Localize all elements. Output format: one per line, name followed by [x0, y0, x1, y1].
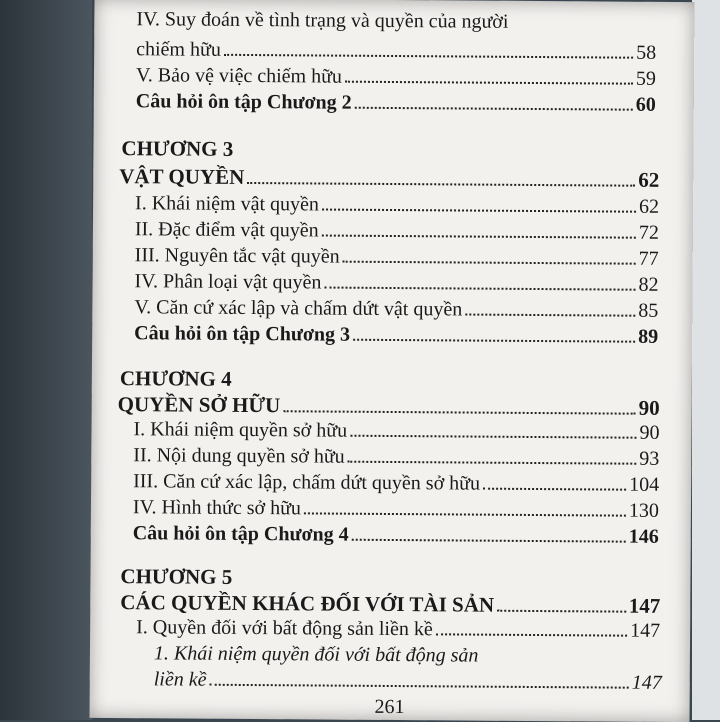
dot-leader — [352, 538, 626, 543]
dot-leader — [247, 181, 635, 187]
dot-leader — [343, 260, 636, 265]
dot-leader — [483, 487, 626, 491]
dot-leader — [322, 234, 636, 239]
chapter3-title: VẬT QUYỀN 62 — [119, 164, 660, 192]
dot-leader — [355, 106, 633, 111]
dot-leader — [324, 286, 635, 291]
toc-entry-ch4-4: IV. Hình thức sở hữu 130 — [132, 496, 660, 522]
chapter4-label: CHƯƠNG 4 — [119, 366, 232, 391]
dot-leader — [209, 683, 628, 689]
toc-entry-ch3-5: V. Căn cứ xác lập và chấm dứt vật quyền 85 — [134, 296, 659, 322]
dot-leader — [224, 53, 633, 59]
dot-leader — [497, 609, 626, 613]
chapter5-title: CÁC QUYỀN KHÁC ĐỐI VỚI TÀI SẢN 147 — [120, 590, 661, 618]
chapter5-label: CHƯƠNG 5 — [120, 564, 233, 589]
dot-leader — [350, 434, 636, 439]
toc-entry-review-3: Câu hỏi ôn tập Chương 3 89 — [134, 322, 659, 348]
toc-entry-ch3-3: III. Nguyên tắc vật quyền 77 — [134, 244, 659, 270]
dot-leader — [348, 460, 637, 465]
dot-leader — [304, 511, 626, 516]
toc-entry-suy-doan-line1: IV. Suy đoán về tình trạng và quyền của người — [136, 8, 509, 33]
toc-entry-ch3-1: I. Khái niệm vật quyền 62 — [135, 192, 660, 218]
toc-entry-bao-ve: V. Bảo vệ việc chiếm hữu 59 — [135, 64, 657, 90]
toc-subentry-ch5-line2: liền kề 147 — [153, 668, 662, 694]
toc-entry-ch5-1: I. Quyền đối với bất động sản liền kề 147 — [136, 616, 661, 642]
toc-subentry-ch5-line1: 1. Khái niệm quyền đối với bất động sản — [153, 642, 479, 667]
dot-leader — [345, 80, 633, 85]
toc-entry-review-4: Câu hỏi ôn tập Chương 4 146 — [132, 522, 659, 548]
chapter3-label: CHƯƠNG 3 — [121, 136, 234, 161]
toc-entry-suy-doan-line2: chiếm hữu 58 — [136, 38, 657, 64]
background-left — [0, 0, 92, 720]
toc-entry-ch4-2: II. Nội dung quyền sở hữu 93 — [133, 444, 660, 470]
page-number: 261 — [374, 695, 405, 719]
chapter4-title: QUYỀN SỞ HỮU 90 — [117, 392, 660, 420]
dot-leader — [465, 313, 635, 317]
background-right — [692, 0, 720, 720]
dot-leader — [353, 338, 635, 343]
toc-entry-ch4-3: III. Căn cứ xác lập, chấm dứt quyền sở hữu 104 — [133, 470, 660, 496]
dot-leader — [322, 208, 636, 213]
toc-entry-ch4-1: I. Khái niệm quyền sở hữu 90 — [133, 418, 660, 444]
toc-entry-ch3-2: II. Đặc điểm vật quyền 72 — [134, 218, 659, 244]
toc-entry-review-2: Câu hỏi ôn tập Chương 2 60 — [135, 90, 656, 116]
dot-leader — [436, 632, 627, 636]
toc-entry-ch3-4: IV. Phân loại vật quyền 82 — [134, 270, 659, 296]
dot-leader — [283, 409, 635, 414]
book-page — [89, 0, 694, 722]
